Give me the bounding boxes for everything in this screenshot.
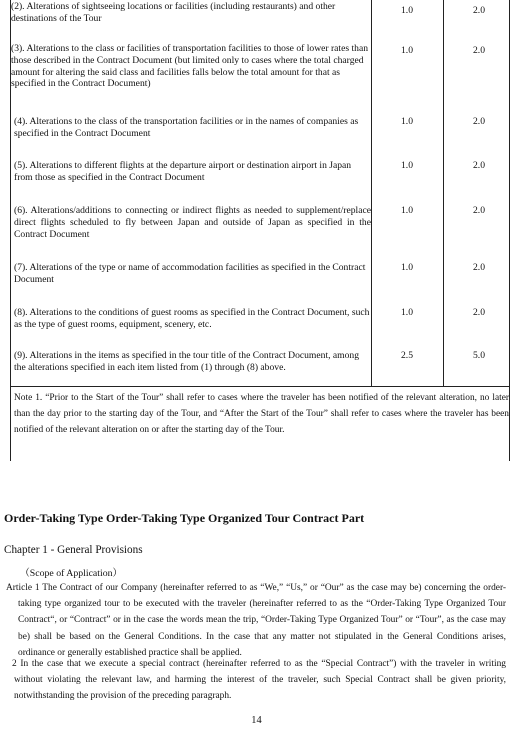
table-divider <box>11 386 509 387</box>
table-row-before-rate: 1.0 <box>401 116 413 127</box>
table-row-after-rate: 2.0 <box>473 45 485 56</box>
table-row-item: (3). Alterations to the class or facilities of transportation facilities to those of lower rates than those described in the Contract Document (but limited only to cases where the total charged amount for altering the said class and facilities falls below the total amount for that as specified in the Contract Document) <box>11 43 368 90</box>
table-row-after-rate: 2.0 <box>473 307 485 318</box>
article-1-paragraph-1: Article 1 The Contract of our Company (hereinafter referred to as “We,” “Us,” or “Our” as the case may be) concerning the order-taking type organized tour to be executed with the traveler (hereinafter referred to as the “Order-Taking Type Organized Tour Contract“, or “Contract” or in the case the words mean the trip, “Order-Taking Type Organized Tour” or “Tour”, as the case may be) shall be based on the General Conditions. In the case that any matter not stipulated in the General Conditions arises, ordinance or generally established practice shall be applied. <box>6 583 506 658</box>
table-row-item: (5). Alterations to different flights at the departure airport or destination airport in Japan from those as specified in the Contract Document <box>14 160 352 183</box>
section-title: Order-Taking Type Order-Taking Type Organized Tour Contract Part <box>4 511 365 525</box>
table-row-after-rate: 2.0 <box>473 116 485 127</box>
table-row-before-rate: 1.0 <box>401 160 413 171</box>
article-1-paragraph-2: 2 In the case that we execute a special contract (hereinafter referred to as the “Special Contract”) with the traveler in writing without violating the relevant law, and harming the interest of the traveler, such Special Contract shall be given priority, notwithstanding the provision of the preceding paragraph. <box>12 659 506 702</box>
table-row-item: (9). Alterations in the items as specified in the tour title of the Contract Document, among the alterations specified in each item listed from (1) through (8) above. <box>14 350 360 373</box>
column-divider <box>371 0 372 386</box>
table-row-item: (2). Alterations of sightseeing locations or facilities (including restaurants) and other destinations of the Tour <box>11 1 336 24</box>
table-row-item: (4). Alterations to the class of the transportation facilities or in the names of companies as specified in the Contract Document <box>14 116 359 139</box>
table-row-after-rate: 5.0 <box>473 350 485 361</box>
table-row-item: (8). Alterations to the conditions of guest rooms as specified in the Contract Document, such as the type of guest rooms, equipment, scenery, etc. <box>14 307 370 330</box>
table-row-item: (7). Alterations of the type or name of accommodation facilities as specified in the Contract Document <box>14 262 366 285</box>
table-row-before-rate: 2.5 <box>401 350 413 361</box>
column-divider <box>443 0 444 386</box>
scope-heading: （Scope of Application） <box>20 568 123 579</box>
table-row-before-rate: 1.0 <box>401 262 413 273</box>
table-row-after-rate: 2.0 <box>473 5 485 16</box>
table-row-after-rate: 2.0 <box>473 205 485 216</box>
table-row-after-rate: 2.0 <box>473 160 485 171</box>
table-row-item: (6). Alterations/additions to connecting or indirect flights as needed to supplement/replace direct flights scheduled to fly between Japan and outside of Japan as specified in the Contract Document <box>14 205 371 240</box>
table-note: Note 1. “Prior to the Start of the Tour” shall refer to cases where the traveler has been notified of the relevant alteration, no later than the day prior to the starting day of the Tour, and “After the Start of the Tour” shall refer to cases where the traveler has been notified of the relevant alteration on or after the starting day of the Tour. <box>14 393 509 435</box>
table-row-before-rate: 1.0 <box>401 45 413 56</box>
table-row-before-rate: 1.0 <box>401 205 413 216</box>
table-row-before-rate: 1.0 <box>401 307 413 318</box>
table-row-after-rate: 2.0 <box>473 262 485 273</box>
table-row-before-rate: 1.0 <box>401 5 413 16</box>
page-number: 14 <box>251 715 262 726</box>
chapter-title: Chapter 1 - General Provisions <box>4 544 143 556</box>
alteration-compensation-table <box>10 0 510 461</box>
